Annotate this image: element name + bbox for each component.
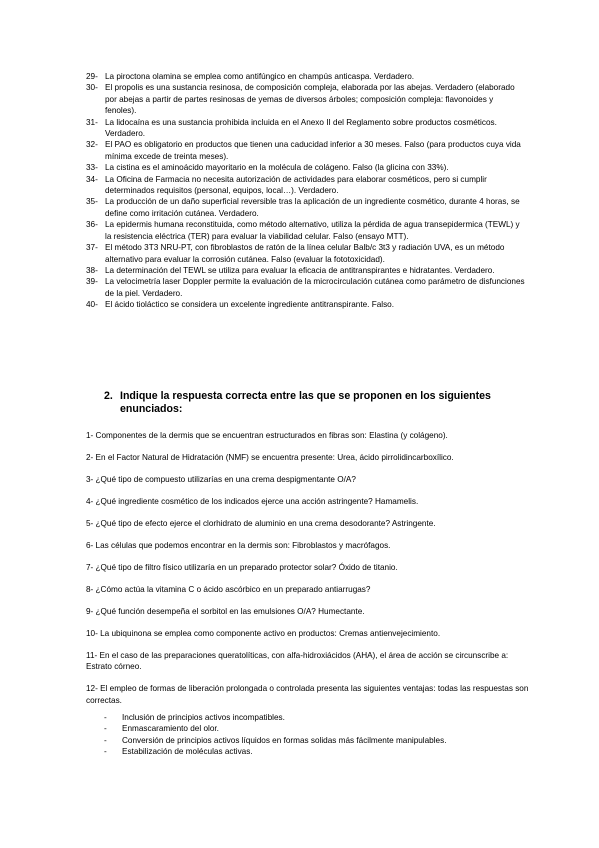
list-item: [86, 196, 526, 219]
item-number: 36-: [86, 220, 98, 230]
question-item: 6- Las células que podemos encontrar en la dermis son: Fibroblastos y macrófagos.: [86, 541, 391, 550]
bullet-item: [104, 723, 524, 734]
item-number: 40-: [86, 300, 98, 310]
item-number: 33-: [86, 163, 98, 173]
bullet-text: Inclusión de principios activos incompatibles.: [122, 713, 285, 722]
list-item: [86, 82, 526, 116]
question-item: 10- La ubiquinona se emplea como componente activo en productos: Cremas antienvejecimiento.: [86, 629, 441, 638]
true-false-list: [86, 71, 526, 311]
bullet-dash: -: [104, 747, 107, 757]
list-item: [86, 276, 526, 299]
list-item: [86, 174, 526, 197]
advantages-list: [104, 712, 524, 758]
bullet-item: [104, 746, 524, 757]
item-text: El propolis es una sustancia resinosa, de composición compleja, elaborada por las abejas. Verdadero (elaborado por abejas a partir de partes resinosas de yemas de diversos árboles; composición compleja: flavonoides y fenoles).: [105, 83, 515, 116]
section-title: Indique la respuesta correcta entre las que se proponen en los siguientes enunciados:: [120, 390, 491, 416]
bullet-text: Conversión de principios activos líquidos en formas solidas más fácilmente manipulables.: [122, 735, 447, 745]
question-item: 2- En el Factor Natural de Hidratación (NMF) se encuentra presente: Urea, ácido pirrolidincarboxílico.: [86, 453, 454, 462]
item-number: 32-: [86, 140, 98, 150]
item-number: 31-: [86, 117, 98, 127]
question-item: 4- ¿Qué ingrediente cosmético de los indicados ejerce una acción astringente? Hamamelis.: [86, 497, 419, 506]
bullet-item: [104, 735, 524, 746]
list-item: [86, 219, 526, 242]
list-item: [86, 117, 526, 140]
item-number: 39-: [86, 277, 98, 287]
bullet-dash: -: [104, 713, 107, 722]
item-text: La epidermis humana reconstituida, como método alternativo, utiliza la pérdida de agua transepidermica (TEWL) y la resistencia eléctrica (TER) para evaluar la viabilidad celular. Falso (ensayo MTT).: [105, 220, 520, 241]
bullet-dash: -: [104, 735, 107, 745]
question-item: 8- ¿Cómo actúa la vitamina C o ácido ascórbico en un preparado antiarrugas?: [86, 585, 371, 594]
list-item: [86, 162, 526, 173]
section-heading: [104, 390, 524, 416]
list-item: [86, 265, 526, 276]
item-number: 29-: [86, 72, 98, 81]
item-number: 37-: [86, 243, 98, 253]
list-item: [86, 139, 526, 162]
item-number: 35-: [86, 197, 98, 207]
item-text: La velocimetría laser Doppler permite la evaluación de la microcirculación cutánea como parámetro de disfunciones de la piel. Verdadero.: [105, 277, 525, 298]
item-text: La producción de un daño superficial reversible tras la aplicación de un ingrediente cosmético, durante 4 horas, se define como irritación cutánea. Verdadero.: [105, 197, 520, 218]
item-number: 38-: [86, 265, 98, 275]
question-item: 11- En el caso de las preparaciones queratolíticas, con alfa-hidroxiácidos (AHA), el área de acción se circunscribe a: Estrato córneo.: [86, 651, 509, 672]
list-item: [86, 242, 526, 265]
item-number: 30-: [86, 83, 98, 93]
item-text: La Oficina de Farmacia no necesita autorización de actividades para elaborar cosméticos, pero si cumplir determinados requisitos (personal, equipos, local…). Verdadero.: [105, 174, 487, 196]
item-text: El PAO es obligatorio en productos que tienen una caducidad inferior a 30 meses. Falso (para productos cuya vida mínima excede de treinta meses).: [105, 140, 521, 161]
item-text: El ácido tioláctico se considera un excelente ingrediente antitranspirante. Falso.: [105, 300, 395, 310]
item-text: La piroctona olamina se emplea como antifúngico en champús anticaspa. Verdadero.: [105, 72, 415, 81]
list-item: [86, 299, 526, 310]
item-text: La lidocaína es una sustancia prohibida incluida en el Anexo II del Reglamento sobre productos cosméticos. Verdadero.: [105, 117, 497, 139]
section-number: 2.: [104, 390, 113, 402]
item-text: La cistina es el aminoácido mayoritario en la molécula de colágeno. Falso (la glicina con 33%).: [105, 163, 449, 173]
bullet-item: [104, 712, 524, 723]
question-item: 1- Componentes de la dermis que se encuentran estructurados en fibras son: Elastina (y colágeno).: [86, 431, 448, 440]
item-number: 34-: [86, 174, 98, 184]
list-item: [86, 71, 526, 82]
question-item: 12- El empleo de formas de liberación prolongada o controlada presenta las siguientes ventajas: todas las respuestas son correctas.: [86, 684, 529, 705]
question-item: 9- ¿Qué función desempeña el sorbitol en las emulsiones O/A? Humectante.: [86, 607, 365, 616]
bullet-text: Estabilización de moléculas activas.: [122, 747, 253, 757]
item-text: El método 3T3 NRU-PT, con fibroblastos de ratón de la línea celular Balb/c 3t3 y radiación UVA, es un método alternativo para evaluar la corrosión cutánea. Falso (evaluar la fototoxicidad).: [105, 243, 505, 264]
item-text: La determinación del TEWL se utiliza para evaluar la eficacia de antitranspirantes e hidratantes. Verdadero.: [105, 265, 495, 275]
questions-list: [86, 430, 531, 706]
question-item: 5- ¿Qué tipo de efecto ejerce el clorhidrato de aluminio en una crema desodorante? Astringente.: [86, 519, 436, 528]
question-item: 3- ¿Qué tipo de compuesto utilizarías en una crema despigmentante O/A?: [86, 475, 356, 484]
bullet-text: Enmascaramiento del olor.: [122, 724, 219, 734]
bullet-dash: -: [104, 724, 107, 734]
question-item: 7- ¿Qué tipo de filtro físico utilizaría en un preparado protector solar? Óxido de titanio.: [86, 563, 398, 572]
